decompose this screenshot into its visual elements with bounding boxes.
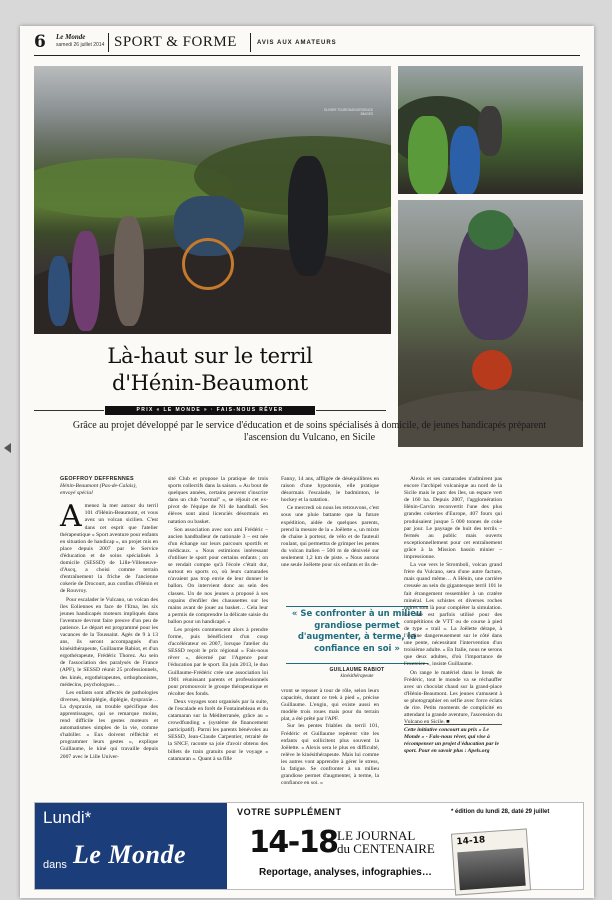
body-paragraph	[60, 499, 159, 595]
paragraph-text: menez la mer autour du terril 101 d'Hénin-Beaumont, et vous avez un volcan sicilien. C'est dans cet esprit que l'atelier thérapeutique « Sport aventure pour enfants en situation de handicap », un projet mis en place depuis 2007 par le Service d'éducation et de soins spécialisés à domicile (SESSD) de Lille-Villeneuve-d'Ascq, a choisi comme terrain d'entraînement la friche de l'ancienne cokerie de Drocourt, aux confins d'Hénin et de Rouvroy.	[60, 503, 159, 595]
header-divider	[108, 33, 109, 52]
pull-quote: « Se confronter à un milieu grandiose permet d'augmenter, à terme, la confiance en soi »	[291, 609, 423, 654]
ad-reportage-text: Reportage, analyses, infographies…	[259, 867, 432, 878]
author-role: envoyé spécial	[60, 490, 93, 497]
child-figure-shape	[72, 231, 100, 331]
title-rule	[34, 410, 104, 411]
photo-credit: OLIVIER TOURON/DIVERGENCE IMAGES	[323, 108, 373, 116]
main-photo	[34, 66, 391, 334]
section-rubric: SPORT & FORME	[114, 34, 237, 50]
drop-cap: A	[60, 499, 82, 535]
body-paragraph: La vue vers le Stromboli, volcan grand frère du Vulcano, sera d'une autre facture, mais quand même… A Hénin, une carrière creusée au sein du gigantesque terril 101 le fait étrangement ressembler à un cratère minéral. Les schistes et diverses roches noires sont là pour compléter la simulation. Le site est parfois utilisé pour des compétitions de VTT ou de course à pied de type « trail ». La Joëlette dérape, à l'incline dangereusement sur le côté dans une pente, nécessitant l'intervention d'un troisième adulte. « En Italie, nous ne serons que deux adultes, d'où l'importance de l'exercice », insiste Guillaume.	[404, 562, 502, 668]
page-number: 6	[34, 32, 46, 52]
masthead: Le Monde	[56, 33, 86, 41]
ad-dans-text: dans	[43, 859, 67, 871]
header-divider	[250, 33, 251, 52]
ad-blue-panel	[35, 803, 227, 889]
ad-journal-line: du CENTENAIRE	[337, 841, 435, 856]
hiker-shape	[478, 106, 502, 156]
title-rule	[316, 410, 386, 411]
article-title	[34, 343, 386, 397]
ad-newspaper-thumbnail	[451, 828, 531, 895]
ad-lundi-text: Lundi*	[43, 808, 92, 827]
author-name: GEOFFROY DEFFRENNES	[60, 476, 134, 482]
joelette-wheel-shape	[182, 238, 234, 290]
quote-author-role: kinésithérapeute	[340, 674, 374, 679]
body-paragraph: On range le matériel dans le break de Frédéric, tout le monde va se réchauffer avec un chocolat chaud sur la grand-place d'Hénin-Beaumont. Les jeunes s'amusent à se photographier en selfie avec force éclats de rire. Petits moments de complicité en attendant la grande aventure, l'ascension du Vulcano en Sicile. ■	[404, 669, 502, 726]
secondary-photo-bottom	[398, 200, 583, 447]
author-dateline	[60, 483, 158, 497]
ad-journal-title	[337, 829, 435, 855]
hiker-blue-jacket-shape	[450, 126, 480, 194]
body-paragraph: Les enfants sont affectés de pathologies diverses, hémiplégie, diplégie, dyspraxie… La dyspraxie, un trouble spécifique des apprentissages, qui se remarque moins, rend difficile les gestes moteurs et automatismes simples de la vie, comme s'habiller. « Eux doivent réfléchir et programmer leurs gestes », explique Guillaume, le kiné qui travaille depuis 2007 avec le Lille Univer-	[60, 689, 158, 760]
body-paragraph: Ce mercredi où nous les retrouvons, c'est sous une pluie battante que la future expédition, aidée de quelques parents, prend la mesure de la « Joëlette », un mixte de chaise à porteur, de vélo et de fauteuil roulant, qui permettra de grimper les pentes du volcan italien – 500 m de dénivelé sur seulement 1,2 km de piste. « Nous aurons une seule Joëlette pour six enfants et ils de-	[281, 505, 379, 569]
body-paragraph: Les projets commencent alors à prendre forme, puis bénéficient d'un coup d'accélérateur en 2007, lorsque l'atelier du SESSD reçoit le prix régional « Fais-nous rêver », décerné par l'Agence pour l'éducation par le sport. En juin 2013, le duo Guillaume-Frédéric crée une association loi 1901 réunissant parents et professionnels pour promouvoir le groupe thérapeutique et récolter des fonds.	[168, 626, 268, 697]
newspaper-page	[20, 26, 594, 898]
body-paragraph: sité Club et propose la pratique de trois sports collectifs dans la saison. « Au bout de quelques années, certains peuvent s'inscrire dans un club "normal" », se réjouit cet ex-pivot de l'équipe de N1 de handball. Ses élèves sont ainsi licenciés désormais en natation ou basket.	[168, 476, 268, 525]
ad-thumbnail-title: 14-18	[456, 835, 486, 848]
article-title-line: Là-haut sur le terril	[107, 344, 313, 368]
article-column-4	[404, 476, 502, 727]
prize-initiative-note: Cette initiative concourt au prix « Le Monde » - Fais-nous rêver, qui vise à récompenser un projet d'éducation par le sport. Pour en savoir plus : Apels.org	[404, 724, 502, 755]
joelette-wheel-shape	[472, 350, 512, 390]
hood-shape	[468, 210, 514, 250]
article-title-line: d'Hénin-Beaumont	[111, 371, 309, 395]
ad-supplement-label: VOTRE SUPPLÉMENT	[237, 807, 342, 817]
ad-edition-note: * édition du lundi 28, daté 29 juillet	[451, 809, 550, 815]
body-paragraph: Deux voyages sont organisés par la suite, de l'escalade en forêt de Fontainebleau et du catamaran sur la Méditerranée, grâce au « crowdfunding » (système de financement participatif). Parmi les parents bénévoles au SESSD, Jean-Claude Carpentier, retraité de la SNCF, raconte sa joie d'avoir obtenu des billets de train gratuits pour le voyage « catamaran ». Quant à sa fille	[168, 698, 268, 762]
issue-date: samedi 26 juillet 2014	[56, 42, 105, 48]
hiker-green-jacket-shape	[408, 116, 448, 194]
previous-page-arrow[interactable]	[4, 443, 11, 453]
body-paragraph: Fanny, 14 ans, affligée de déséquilibres en raison d'une hypotonie, elle pratique désormais l'escalade, le badminton, le hockey et la natation.	[281, 476, 379, 504]
secondary-photo-top	[398, 66, 583, 194]
page-header	[34, 30, 580, 56]
supplement-advertisement[interactable]	[34, 802, 584, 890]
article-column-3	[281, 476, 379, 570]
ad-1418-logo: 14-18	[249, 825, 338, 860]
body-paragraph: Sur les pentes friables du terril 101, Frédéric et Guillaume repèrent vite les enfants qui sollicitent plus souvent la Joëlette. « Alexis sera le plus en difficulté, relève le kinésithérapeute. Mais lui comme les autres vont apprendre à gérer le stress, la fatigue. Se confronter à un milieu grandiose permet d'augmenter, à terme, la confiance en soi. »	[281, 723, 379, 787]
ad-thumbnail-image	[457, 848, 525, 891]
body-paragraph: Pour escalader le Vulcano, un volcan des îles Eoliennes en face de l'Etna, les six jeunes handicapés moteurs impliqués dans l'aventure devront faire preuve d'un peu de patience. Le départ est programmé pour les vacances de la Toussaint. Agés de 9 à 13 ans, ils seront accompagnés d'un kinésithérapeute, Guillaume Rabiot, et d'un ergothérapeute, Frédéric Thorez. Au sein de l'association des paralysés de France (APF), le SESSD réunit 25 professionnels, des kinés, ergothérapeutes, orthophonistes, médecins, psychologues…	[60, 596, 158, 688]
article-column-3-continued	[281, 688, 379, 787]
body-paragraph: Alexis et ses camarades n'admirent pas encore l'archipel volcanique au nord de la Sicile mais le parc des îles, un espace vert de 160 ha. Depuis 2007, l'agglomération Hénin-Carvin reconvertit l'une des plus grandes cokeries d'Europe, 407 fours qui produisaient jusque 5 000 tonnes de coke par jour. Le paysage de huit des terrils – fermés au public mais ouverts exceptionnellement pour cet entraînement grâce à la Mission bassin minier – impressionne.	[404, 476, 502, 561]
ad-journal-line: LE JOURNAL	[337, 828, 416, 843]
article-column-1	[60, 476, 158, 762]
prize-badge: PRIX « LE MONDE » · FAIS-NOUS RÊVER	[105, 406, 315, 415]
body-paragraph: Son association avec son ami Frédéric – ancien handballeur de nationale 3 – est née d'un échange sur leurs parcours sportifs et médicaux. « Nous estimions intéressant d'utiliser le sport pour certains enfants ; on se rendait compte qu'à l'école c'était dur, surtout en sports co, où leurs camarades n'avaient pas trop envie de leur donner le ballon. On intervient donc au sein des classes. Un de nos jeunes a proposé à ses copains d'enfiler des chaussettes sur les mains avant de jouer au basket… Cela leur a permis de comprendre la délicate saisie du ballon pour un handicapé. »	[168, 526, 268, 625]
body-paragraph: vront se reposer à tour de rôle, selon leurs capacités, durant ce trek à pied », précise Guillaume. L'engin, qui existe aussi en modèle trois roues mais pour du terrain plat, a été prêté par l'APF.	[281, 688, 379, 723]
quote-author: GUILLAUME RABIOT	[329, 667, 385, 673]
author-place: Hénin-Beaumont (Pas-de-Calais),	[60, 483, 137, 490]
adult-figure-shape	[288, 156, 328, 276]
section-subrubric: AVIS AUX AMATEURS	[257, 40, 337, 46]
child-figure-shape	[48, 256, 70, 326]
article-column-2	[168, 476, 268, 764]
ad-le-monde-logo: Le Monde	[73, 840, 187, 869]
article-lead: Grâce au projet développé par le service d'éducation et de soins spécialisés à domicile, de jeunes handicapés préparent l'ascension du Vulcano, en Sicile	[72, 420, 547, 443]
adult-figure-shape	[114, 216, 144, 326]
